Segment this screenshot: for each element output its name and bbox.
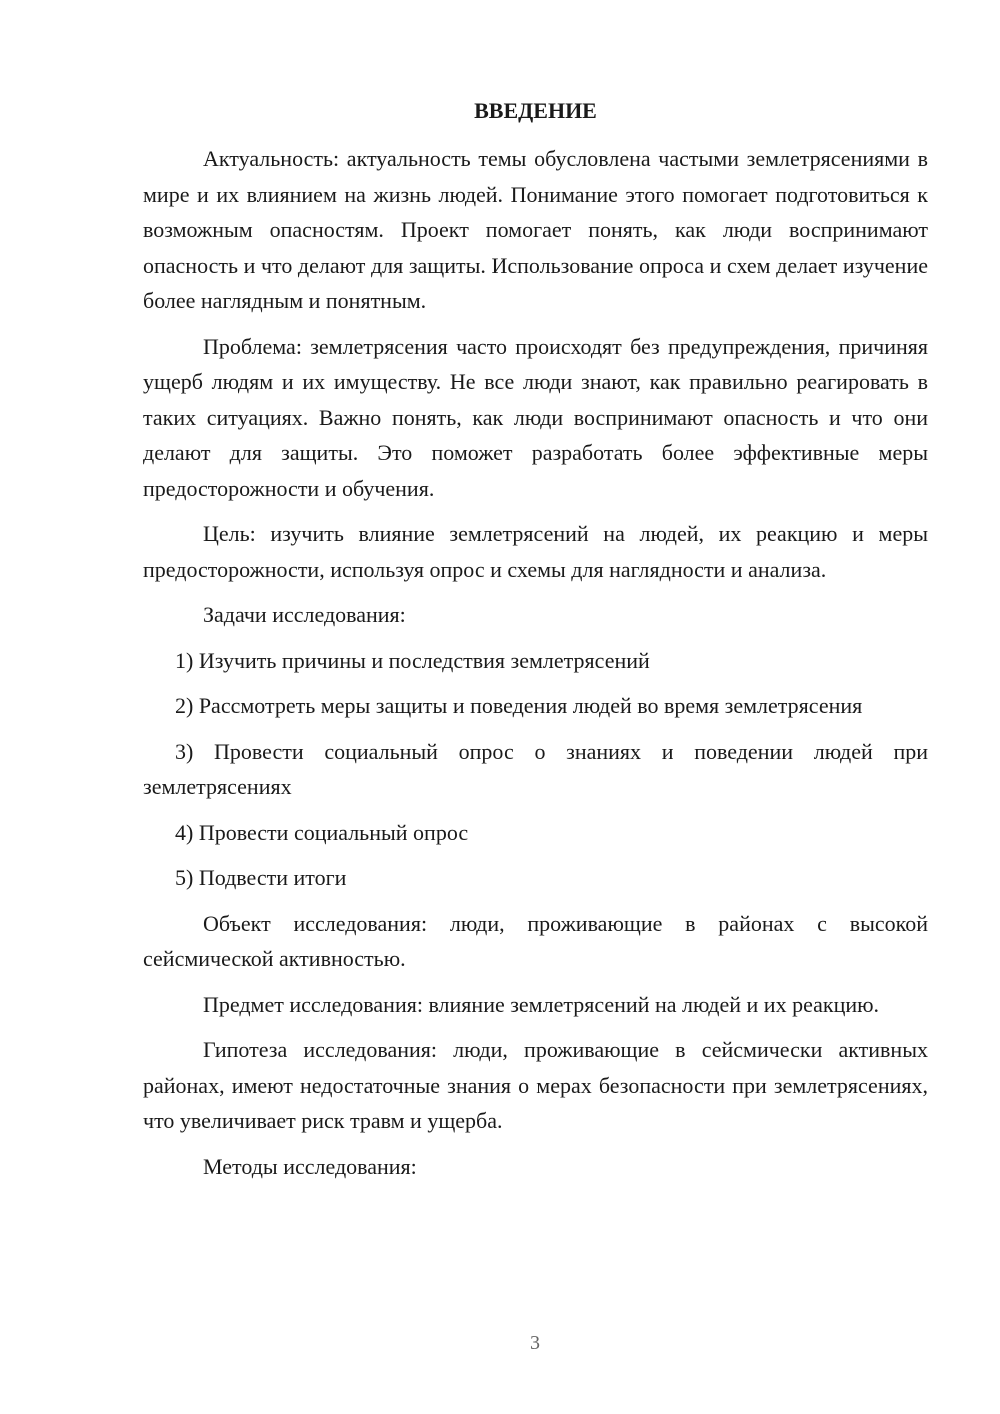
relevance-paragraph: Актуальность: актуальность темы обусловлена частыми землетрясениями в мире и их влиянием на жизнь людей. Понимание этого помогает подготовиться к возможным опасностям. Проект помогает понять, как люди воспринимают опасность и что делают для защиты. Использование опроса и схем делает изучение более наглядным и понятным. bbox=[143, 146, 928, 313]
tasks-list bbox=[143, 643, 928, 896]
task-item: 3) Провести социальный опрос о знаниях и поведении людей при землетрясениях bbox=[143, 738, 928, 799]
task-item: 2) Рассмотреть меры защиты и поведения людей во время землетрясения bbox=[175, 693, 863, 718]
object-paragraph: Объект исследования: люди, проживающие в районах с высокой сейсмической активностью. bbox=[143, 910, 928, 971]
task-item: 1) Изучить причины и последствия землетрясений bbox=[175, 647, 650, 673]
problem-paragraph: Проблема: землетрясения часто происходят без предупреждения, причиняя ущерб людям и их имуществу. Не все люди знают, как правильно реагировать в таких ситуациях. Важно понять, как люди воспринимают опасность и что они делают для защиты. Это поможет разработать более эффективные меры предосторожности и обучения. bbox=[143, 333, 928, 501]
subject-paragraph: Предмет исследования: влияние землетрясений на людей и их реакцию. bbox=[203, 991, 880, 1017]
document-page bbox=[143, 95, 928, 1194]
tasks-heading: Задачи исследования: bbox=[203, 602, 406, 627]
hypothesis-paragraph: Гипотеза исследования: люди, проживающие в сейсмически активных районах, имеют недостаточные знания о мерах безопасности при землетрясениях, что увеличивает риск травм и ущерба. bbox=[143, 1037, 928, 1133]
task-item: 4) Провести социальный опрос bbox=[175, 819, 469, 845]
task-item: 5) Подвести итоги bbox=[175, 865, 347, 890]
goal-paragraph: Цель: изучить влияние землетрясений на людей, их реакцию и меры предосторожности, используя опрос и схемы для наглядности и анализа. bbox=[143, 521, 928, 582]
methods-heading: Методы исследования: bbox=[203, 1153, 417, 1179]
page-number: 3 bbox=[530, 1332, 540, 1354]
section-title: ВВЕДЕНИЕ bbox=[474, 98, 597, 123]
